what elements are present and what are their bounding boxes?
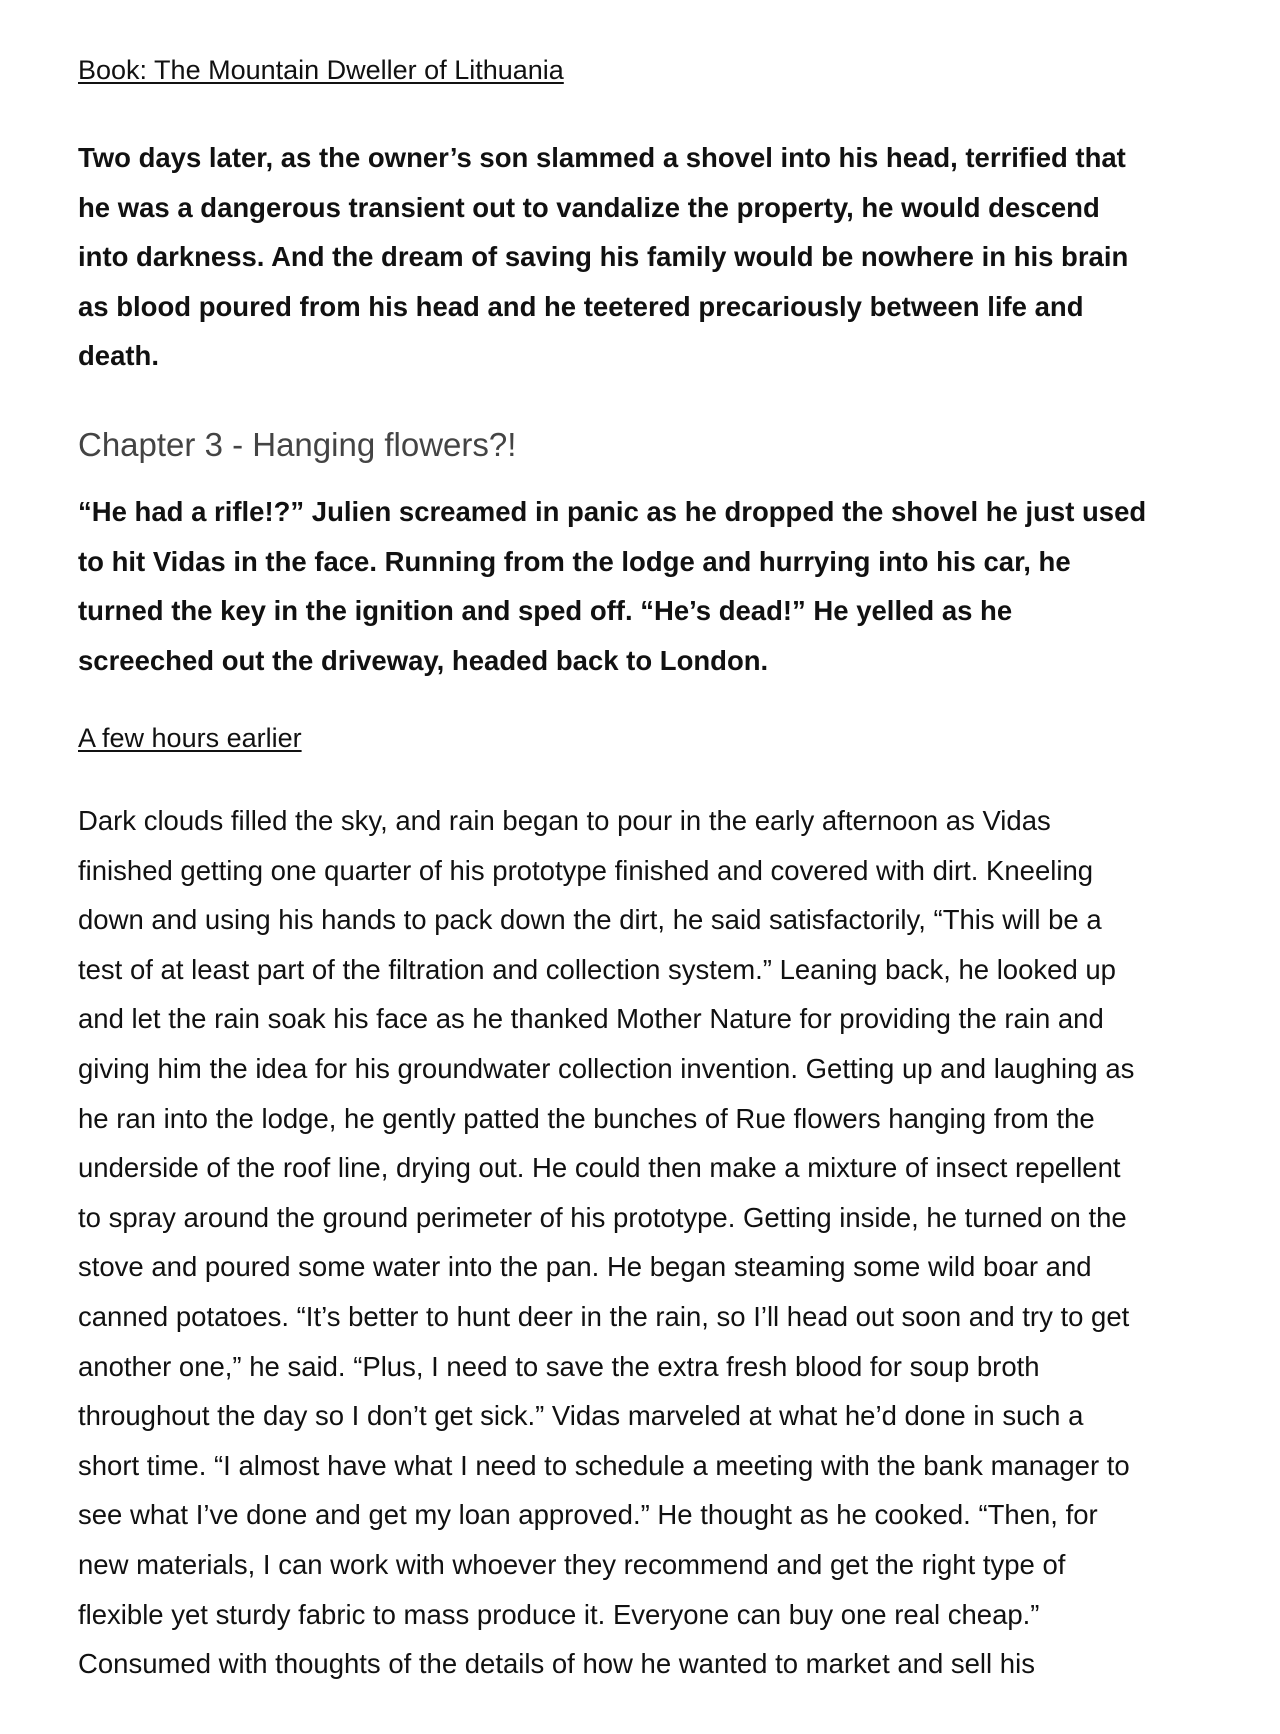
- body-line: new materials, I can work with whoever they recommend and get the right type of: [78, 1548, 1066, 1580]
- body-line: another one,” he said. “Plus, I need to save the extra fresh blood for soup broth: [78, 1350, 1040, 1382]
- body-line: canned potatoes. “It’s better to hunt deer in the rain, so I’ll head out soon and try to get: [78, 1300, 1130, 1332]
- body-line: test of at least part of the filtration and collection system.” Leaning back, he looked up: [78, 953, 1116, 985]
- body-line: finished getting one quarter of his prototype finished and covered with dirt. Kneeling: [78, 854, 1094, 886]
- body-paragraph: [78, 796, 1208, 1689]
- body-line: Dark clouds filled the sky, and rain began to pour in the early afternoon as Vidas: [78, 805, 1051, 836]
- book-title: Book: The Mountain Dweller of Lithuania: [78, 55, 564, 85]
- body-line: throughout the day so I don’t get sick.” Vidas marveled at what he’d done in such a: [78, 1400, 1084, 1432]
- intro-line: as blood poured from his head and he teetered precariously between life and: [78, 290, 1084, 322]
- body-line: and let the rain soak his face as he thanked Mother Nature for providing the rain and: [78, 1003, 1104, 1035]
- body-line: down and using his hands to pack down the dirt, he said satisfactorily, “This will be a: [78, 904, 1102, 936]
- intro-paragraph: [78, 133, 1208, 381]
- body-line: short time. “I almost have what I need to schedule a meeting with the bank manager to: [78, 1449, 1130, 1481]
- intro-line: he was a dangerous transient out to vandalize the property, he would descend: [78, 191, 1100, 223]
- body-line: Consumed with thoughts of the details of how he wanted to market and sell his: [78, 1648, 1035, 1680]
- intro-line: into darkness. And the dream of saving his family would be nowhere in his brain: [78, 241, 1129, 272]
- chapter-opening-line: “He had a rifle!?” Julien screamed in panic as he dropped the shovel he just used: [78, 496, 1147, 527]
- section-subheading: A few hours earlier: [78, 723, 302, 753]
- chapter-opening-line: screeched out the driveway, headed back to London.: [78, 644, 769, 676]
- intro-line: death.: [78, 340, 159, 371]
- body-line: flexible yet sturdy fabric to mass produce it. Everyone can buy one real cheap.”: [78, 1598, 1040, 1630]
- chapter-opening-line: turned the key in the ignition and sped off. “He’s dead!” He yelled as he: [78, 595, 1013, 626]
- chapter-opening-paragraph: [78, 487, 1208, 685]
- intro-line: Two days later, as the owner’s son slammed a shovel into his head, terrified that: [78, 142, 1126, 173]
- body-line: stove and poured some water into the pan. He began steaming some wild boar and: [78, 1251, 1092, 1283]
- body-line: he ran into the lodge, he gently patted the bunches of Rue flowers hanging from the: [78, 1102, 1095, 1134]
- body-line: underside of the roof line, drying out. He could then make a mixture of insect repellent: [78, 1152, 1121, 1184]
- chapter-opening-line: to hit Vidas in the face. Running from the lodge and hurrying into his car, he: [78, 545, 1071, 577]
- body-line: giving him the idea for his groundwater collection invention. Getting up and laughing as: [78, 1052, 1135, 1084]
- body-line: see what I’ve done and get my loan approved.” He thought as he cooked. “Then, for: [78, 1499, 1098, 1531]
- chapter-heading: Chapter 3 - Hanging flowers?!: [78, 426, 517, 463]
- body-line: to spray around the ground perimeter of his prototype. Getting inside, he turned on the: [78, 1201, 1127, 1233]
